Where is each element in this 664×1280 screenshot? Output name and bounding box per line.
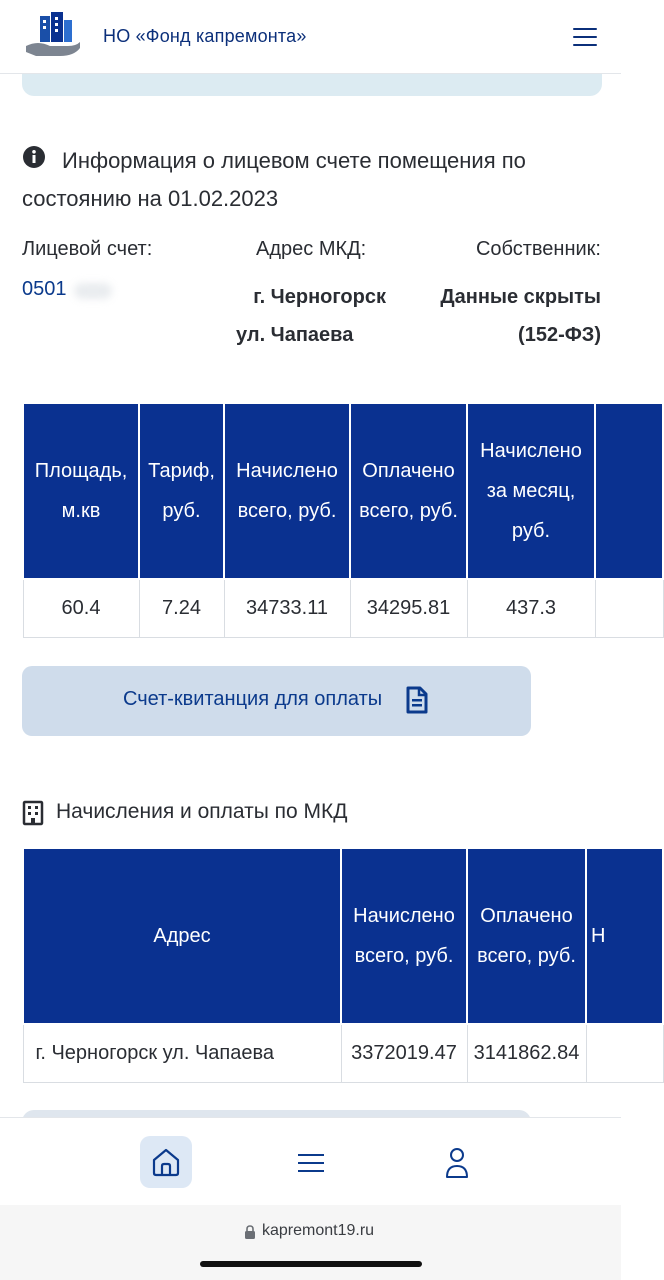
owner-line-1: Данные скрыты <box>440 286 601 308</box>
lock-icon <box>244 1225 256 1239</box>
cell-tariff: 7.24 <box>139 579 224 637</box>
address-label: Адрес МКД: <box>256 238 367 260</box>
address-line-2: ул. Чапаева <box>236 324 354 346</box>
apartment-table[interactable] <box>22 402 602 638</box>
header-charged-total: Начислено всего, руб. <box>341 848 467 1024</box>
bottom-navigation <box>0 1117 621 1205</box>
address-value <box>236 278 386 354</box>
cell-address: г. Черногорск ул. Чапаева <box>23 1024 341 1082</box>
header-charged-total: Начислено всего, руб. <box>224 403 350 579</box>
mkd-table[interactable] <box>22 847 606 1083</box>
nav-menu-icon[interactable] <box>290 1142 332 1184</box>
nav-home-button[interactable] <box>140 1136 192 1188</box>
address-line-1: г. Черногорск <box>253 286 386 308</box>
nav-profile-icon[interactable] <box>436 1142 478 1184</box>
site-header <box>0 0 621 74</box>
url-text[interactable]: kapremont19.ru <box>262 1222 375 1239</box>
cell-paid-total: 3141862.84 <box>467 1024 586 1082</box>
cell-area: 60.4 <box>23 579 139 637</box>
cell-next-column <box>586 1024 663 1082</box>
owner-label: Собственник: <box>475 238 601 260</box>
cell-hidden-column <box>595 579 663 637</box>
table-header-row <box>23 403 663 579</box>
notice-banner <box>22 74 602 96</box>
header-paid-total: Оплачено всего, руб. <box>350 403 467 579</box>
logo-icon[interactable] <box>24 12 82 60</box>
building-icon <box>22 800 44 826</box>
mkd-section-title: Начисления и оплаты по МКД <box>56 800 348 823</box>
owner-value <box>401 278 601 354</box>
header-tariff: Тариф, руб. <box>139 403 224 579</box>
receipt-button[interactable] <box>22 666 531 736</box>
document-icon <box>406 686 428 714</box>
cell-paid-total: 34295.81 <box>350 579 467 637</box>
home-icon <box>140 1136 192 1188</box>
home-indicator[interactable] <box>200 1261 422 1267</box>
header-paid-total: Оплачено всего, руб. <box>467 848 586 1024</box>
account-number-blur <box>74 283 112 299</box>
table-header-row <box>23 848 663 1024</box>
header-area: Площадь, м.кв <box>23 403 139 579</box>
header-hidden-column <box>595 403 663 579</box>
account-number[interactable]: 0501 <box>22 278 67 300</box>
cell-charged-month: 437.3 <box>467 579 595 637</box>
cell-charged-total: 34733.11 <box>224 579 350 637</box>
account-label: Лицевой счет: <box>22 238 153 260</box>
table-row <box>23 1024 663 1082</box>
menu-icon[interactable] <box>570 26 600 48</box>
header-charged-month: Начислено за месяц, руб. <box>467 403 595 579</box>
browser-address-bar[interactable] <box>0 1205 621 1280</box>
table-row <box>23 579 663 637</box>
receipt-button-label: Счет-квитанция для оплаты <box>123 688 383 710</box>
header-next-column: Н <box>586 848 663 1024</box>
account-info-title: Информация о лицевом счете помещения по состоянию на 01.02.2023 <box>22 148 526 211</box>
cell-charged-total: 3372019.47 <box>341 1024 467 1082</box>
header-address: Адрес <box>23 848 341 1024</box>
brand-name[interactable]: НО «Фонд капремонта» <box>103 26 307 46</box>
owner-line-2: (152-ФЗ) <box>518 324 601 346</box>
